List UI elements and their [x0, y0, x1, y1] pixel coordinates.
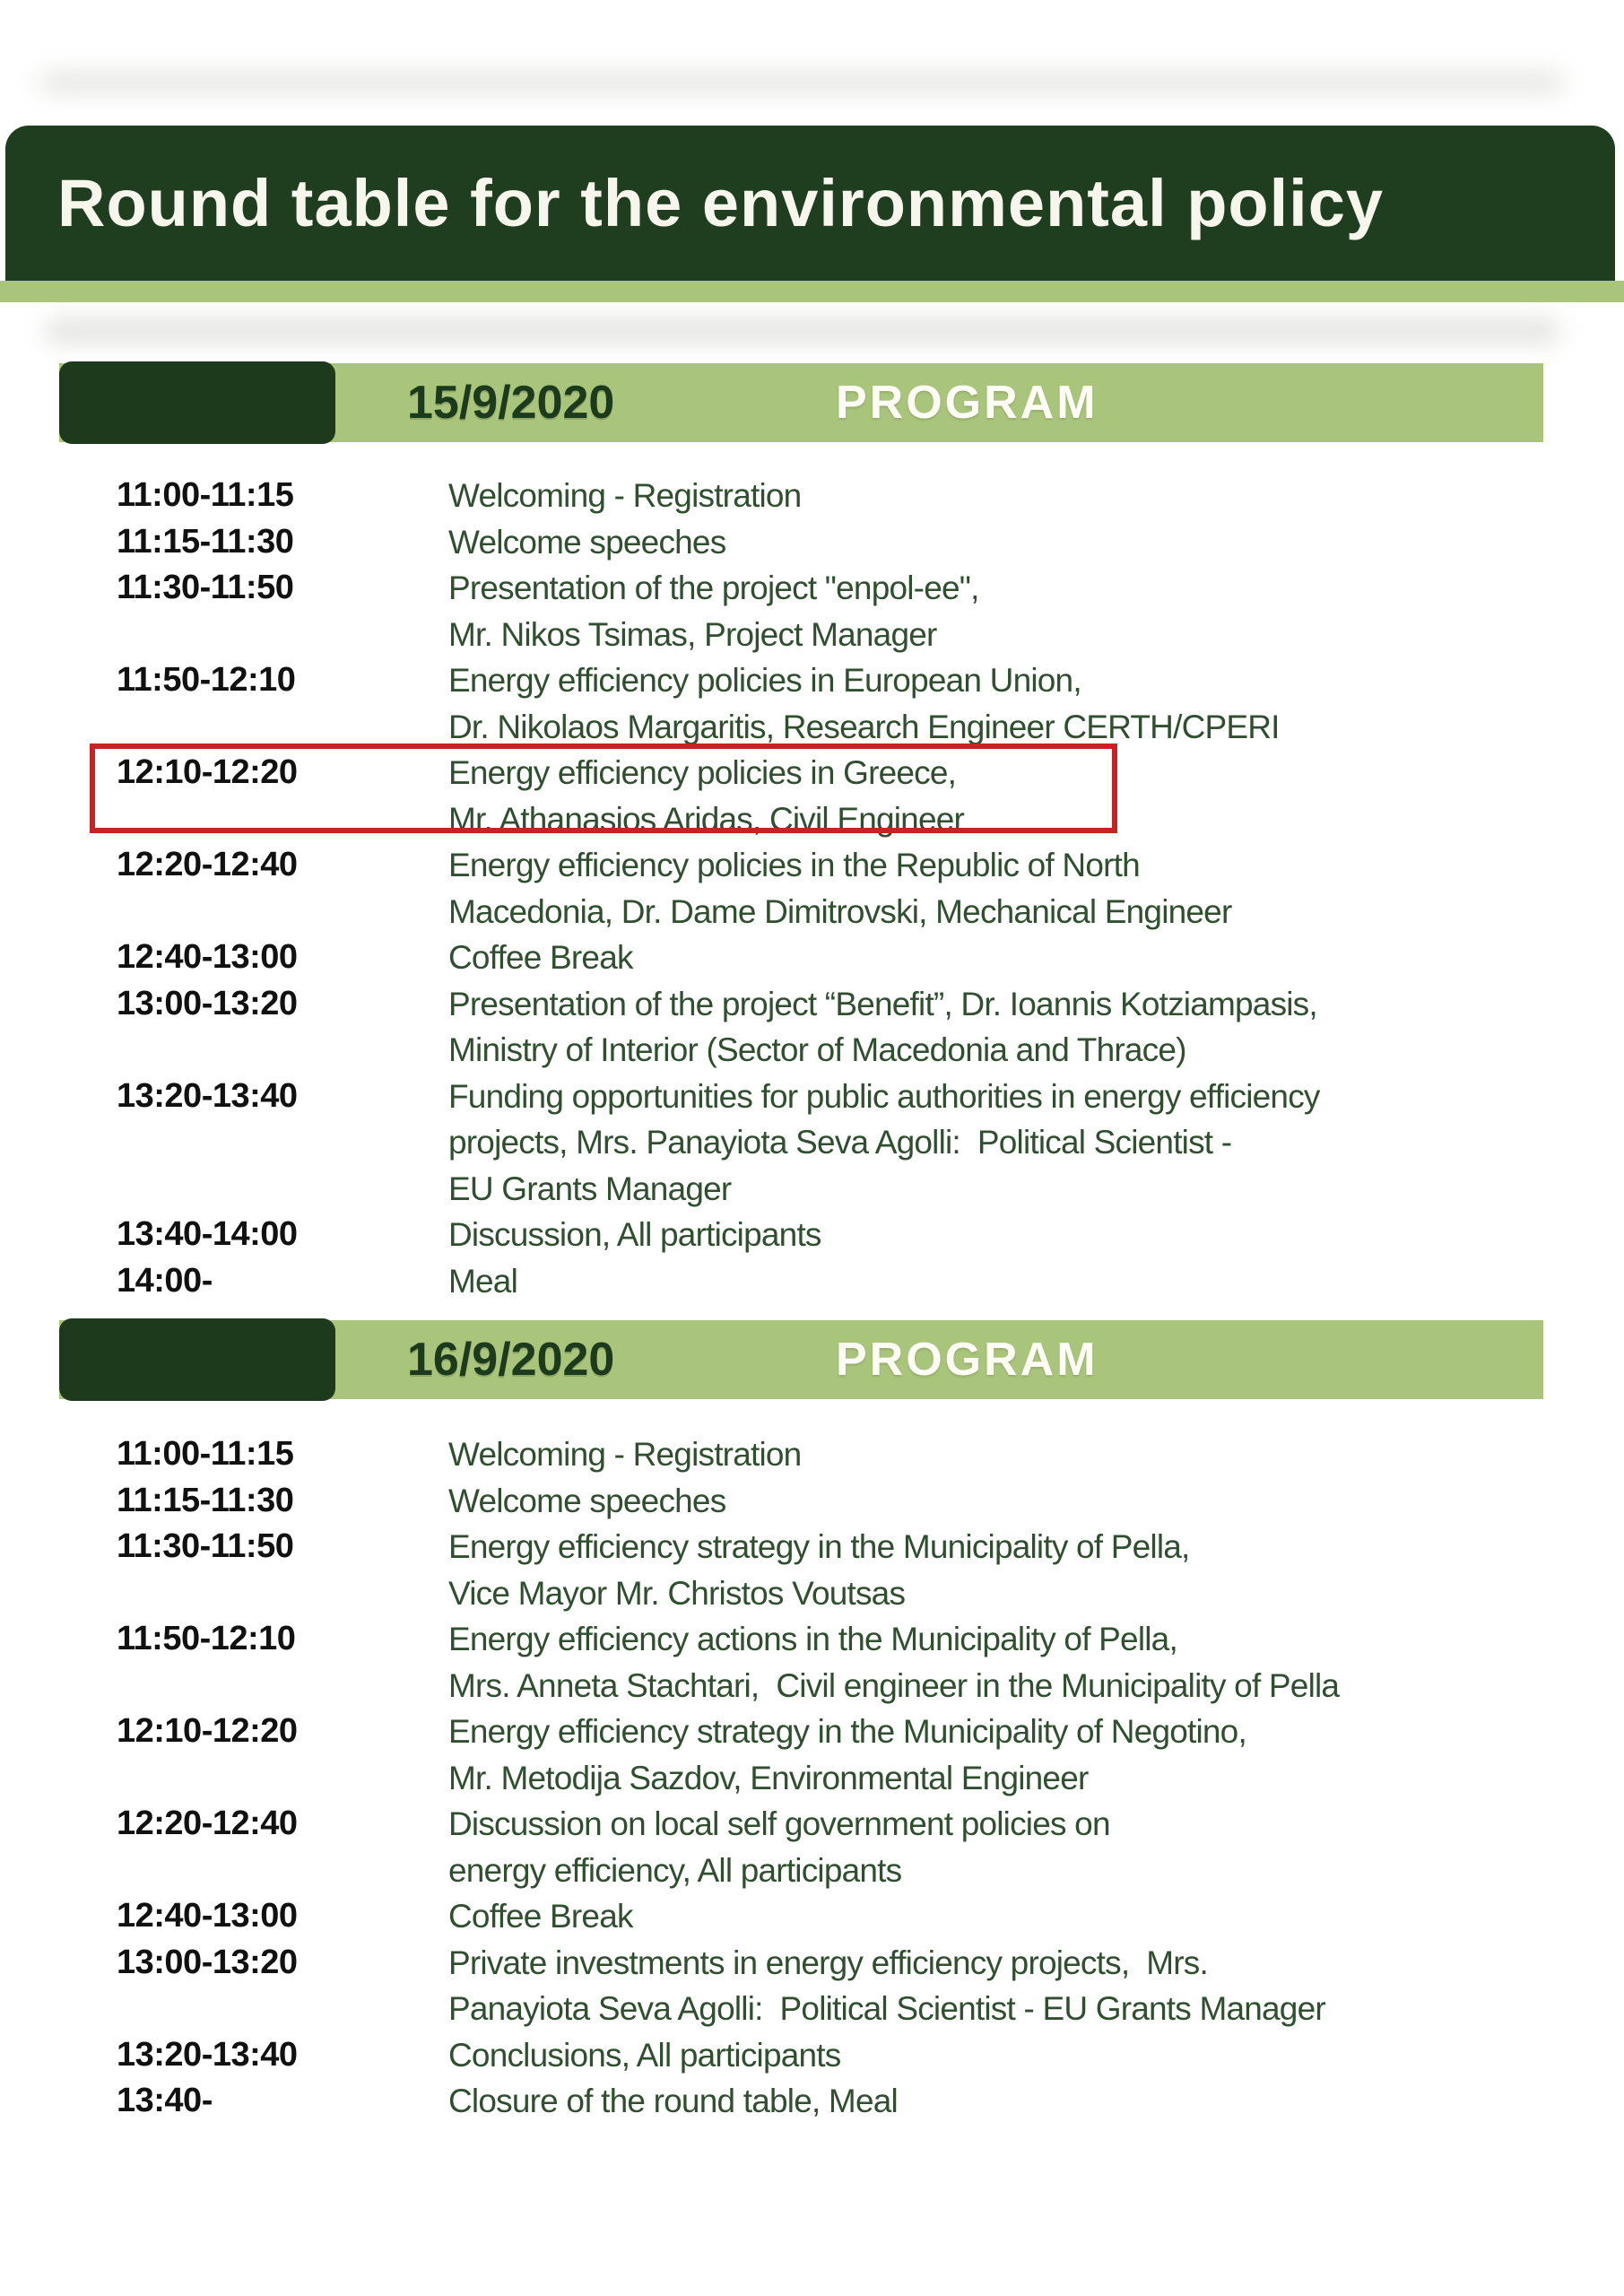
row-description-line: Presentation of the project "enpol-ee",	[448, 570, 979, 606]
row-description-line: Closure of the round table, Meal	[448, 2083, 898, 2119]
row-time: 11:50-12:10	[117, 1620, 296, 1657]
row-description-line: Mr. Nikos Tsimas, Project Manager	[448, 615, 937, 653]
page-shadow-middle	[45, 319, 1560, 343]
row-description	[448, 1801, 1596, 1893]
row-description-line: Energy efficiency policies in the Republic of North	[448, 847, 1140, 883]
row-description-line: Mr. Metodija Sazdov, Environmental Engineer	[448, 1759, 1089, 1796]
row-description-line: Vice Mayor Mr. Christos Voutsas	[448, 1574, 906, 1612]
row-description-line: Energy efficiency strategy in the Municipality of Negotino,	[448, 1713, 1246, 1750]
program-row	[117, 981, 1596, 1074]
row-time: 13:20-13:40	[117, 2035, 298, 2074]
row-time: 12:20-12:40	[117, 846, 298, 883]
program-row	[117, 1893, 1596, 1940]
row-description-line: energy efficiency, All participants	[448, 1851, 902, 1889]
row-description	[448, 1212, 1596, 1258]
day1-program-label: PROGRAM	[836, 377, 1099, 429]
row-description	[448, 1431, 1596, 1478]
row-time: 12:10-12:20	[117, 753, 298, 791]
row-description-line: Welcoming - Registration	[448, 477, 802, 514]
row-time: 11:50-12:10	[117, 661, 296, 699]
row-time: 13:40-14:00	[117, 1215, 298, 1253]
row-description	[448, 2032, 1596, 2079]
title-banner-underline	[0, 281, 1624, 302]
day2-header-bar	[59, 1320, 1543, 1399]
page-title: Round table for the environmental policy	[57, 166, 1385, 240]
row-time: 13:40-	[117, 2082, 213, 2119]
program-row	[117, 657, 1596, 750]
program-row	[117, 1524, 1596, 1616]
row-description	[448, 1893, 1596, 1940]
day2-schedule	[117, 1431, 1596, 2125]
row-time: 13:20-13:40	[117, 1076, 298, 1115]
program-row	[117, 1801, 1596, 1893]
row-description-line: Energy efficiency strategy in the Municipality of Pella,	[448, 1528, 1190, 1565]
row-description	[448, 1940, 1596, 2032]
row-description-line: EU Grants Manager	[448, 1170, 732, 1207]
row-description-line: Energy efficiency actions in the Municipality of Pella,	[448, 1621, 1177, 1657]
row-description-line: Discussion on local self government policies on	[448, 1805, 1110, 1842]
day2-date: 16/9/2020	[407, 1334, 615, 1386]
row-description-line: Panayiota Seva Agolli: Political Scientist - EU Grants Manager	[448, 1990, 1325, 2027]
row-time: 12:10-12:20	[117, 1712, 298, 1750]
row-time: 11:00-11:15	[117, 476, 294, 514]
row-description	[448, 2078, 1596, 2125]
row-description-line: Macedonia, Dr. Dame Dimitrovski, Mechanical Engineer	[448, 892, 1232, 930]
row-description-line: Coffee Break	[448, 939, 633, 976]
row-description-line: Coffee Break	[448, 1898, 633, 1935]
day1-header-accent-block	[59, 361, 335, 444]
row-description	[448, 1616, 1596, 1709]
row-time: 11:00-11:15	[117, 1435, 294, 1473]
day1-header-bar	[59, 363, 1543, 442]
row-description-line: Energy efficiency policies in Greece,	[448, 754, 957, 791]
row-description-line: Presentation of the project “Benefit”, Dr. Ioannis Kotziampasis,	[448, 985, 1317, 1022]
row-description	[448, 1524, 1596, 1616]
program-row	[117, 1940, 1596, 2032]
program-row	[117, 1212, 1596, 1258]
row-time: 11:30-11:50	[117, 1527, 294, 1565]
row-description	[448, 1478, 1596, 1525]
program-row	[117, 935, 1596, 981]
program-row	[117, 1431, 1596, 1478]
program-row	[117, 1074, 1596, 1213]
program-row	[117, 842, 1596, 935]
title-banner	[5, 126, 1615, 281]
row-description	[448, 1074, 1596, 1213]
row-description-line: Energy efficiency policies in European Union,	[448, 662, 1081, 699]
program-row	[117, 750, 1596, 842]
program-row	[117, 473, 1596, 519]
program-row	[117, 2032, 1596, 2079]
program-row	[117, 2078, 1596, 2125]
row-description-line: projects, Mrs. Panayiota Seva Agolli: Political Scientist -	[448, 1124, 1232, 1161]
row-time: 14:00-	[117, 1261, 213, 1300]
row-description	[448, 565, 1596, 657]
row-description-line: Welcome speeches	[448, 523, 726, 561]
row-time: 12:40-13:00	[117, 1897, 298, 1935]
row-description	[448, 1258, 1596, 1305]
program-row	[117, 1258, 1596, 1305]
row-description-line: Mr. Athanasios Aridas, Civil Engineer	[448, 800, 965, 838]
row-time: 13:00-13:20	[117, 1943, 298, 1981]
row-description-line: Welcoming - Registration	[448, 1436, 802, 1473]
row-description	[448, 1709, 1596, 1801]
row-time: 11:15-11:30	[117, 1481, 294, 1519]
row-description-line: Conclusions, All participants	[448, 2036, 841, 2074]
day1-schedule	[117, 473, 1596, 1304]
row-description	[448, 981, 1596, 1074]
row-description-line: Dr. Nikolaos Margaritis, Research Engineer CERTH/CPERI	[448, 708, 1280, 745]
row-description-line: Mrs. Anneta Stachtari, Civil engineer in the Municipality of Pella	[448, 1666, 1340, 1704]
program-row	[117, 1709, 1596, 1801]
row-time: 12:20-12:40	[117, 1805, 298, 1842]
row-time: 11:15-11:30	[117, 522, 294, 561]
row-time: 13:00-13:20	[117, 984, 298, 1022]
page-shadow-top	[39, 72, 1564, 93]
highlight-box	[90, 744, 1117, 833]
day2-header-accent-block	[59, 1318, 335, 1401]
row-description-line: Meal	[448, 1262, 517, 1300]
row-description	[448, 842, 1596, 935]
program-row	[117, 1616, 1596, 1709]
row-description-line: Private investments in energy efficiency projects, Mrs.	[448, 1944, 1208, 1981]
row-description	[448, 657, 1596, 750]
day1-date: 15/9/2020	[407, 377, 615, 429]
program-row	[117, 519, 1596, 566]
row-description-line: Funding opportunities for public authorities in energy efficiency	[448, 1077, 1320, 1115]
program-row	[117, 1478, 1596, 1525]
row-description-line: Welcome speeches	[448, 1482, 726, 1519]
program-row	[117, 565, 1596, 657]
day2-program-label: PROGRAM	[836, 1334, 1099, 1386]
row-time: 11:30-11:50	[117, 569, 294, 606]
row-description-line: Discussion, All participants	[448, 1216, 821, 1253]
row-description	[448, 519, 1596, 566]
row-description	[448, 935, 1596, 981]
row-time: 12:40-13:00	[117, 938, 298, 976]
row-description	[448, 473, 1596, 519]
row-description-line: Ministry of Interior (Sector of Macedonia and Thrace)	[448, 1031, 1186, 1068]
